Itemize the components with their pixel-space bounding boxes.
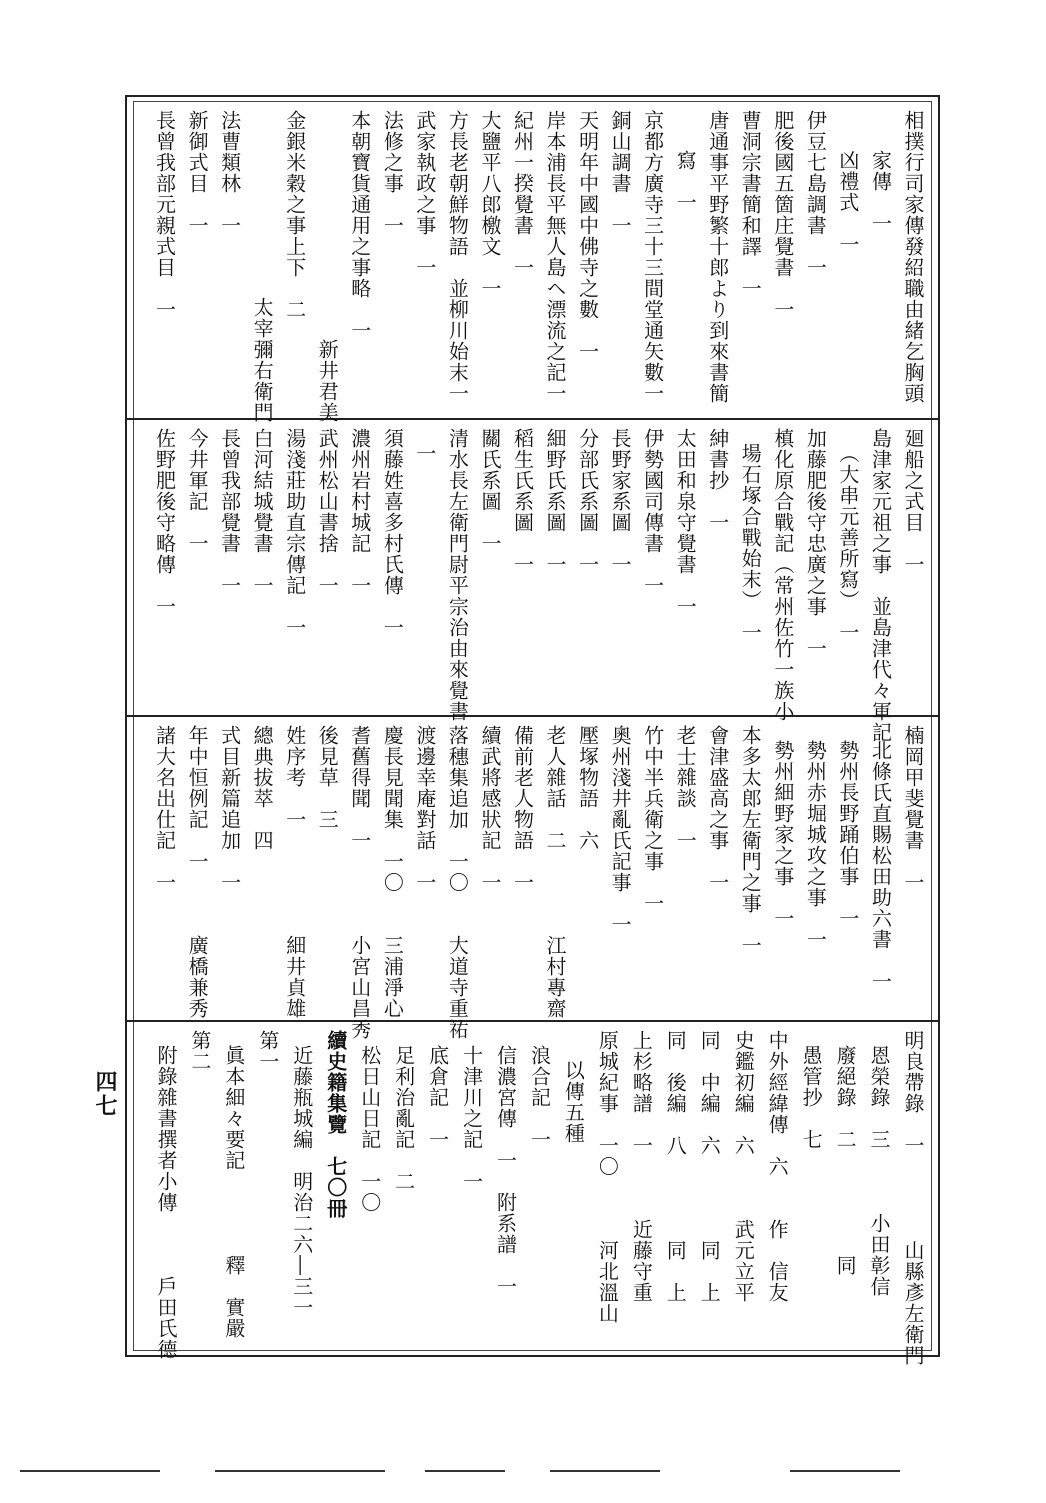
index-entry: 明良帶錄 一 山縣彥左衛門	[901, 1030, 925, 1366]
footer-rule	[20, 1470, 160, 1472]
index-entry: 勢州長野踊伯事 一	[835, 740, 860, 929]
footer-rule	[790, 1470, 900, 1472]
index-entry: 寫 一	[673, 150, 698, 213]
index-entry: 方長老朝鮮物語 並柳川始末一	[445, 110, 470, 404]
index-entry: 楠岡甲斐覺書 一	[901, 725, 925, 893]
index-section-1	[137, 110, 928, 423]
index-section-2	[137, 428, 928, 743]
index-entry: 總典拔萃 四	[250, 725, 275, 851]
index-entry: 廻船之式目 一	[901, 428, 925, 575]
index-entry: 信濃宮傳 一 附系譜 一	[493, 1045, 518, 1297]
index-entry: 底倉記 一	[425, 1045, 450, 1150]
index-entry: 本朝寶貨通用之事略 一	[347, 110, 372, 341]
index-entry: 須藤姓喜多村氏傳 一	[380, 428, 405, 638]
index-entry: （大串元善所寫） 一	[835, 443, 860, 643]
index-entry: 紳書抄 一	[705, 428, 730, 533]
index-entry: 太田和泉守覺書 一	[673, 428, 698, 617]
index-entry: 北條氏直賜松田助六書 一	[868, 740, 893, 992]
section-divider	[125, 1020, 940, 1022]
page-number: 四七	[92, 1070, 118, 1118]
index-entry: 第二	[187, 1030, 212, 1072]
footer-rule	[215, 1470, 385, 1472]
index-entry: 肥後國五箇庄覺書 一	[770, 110, 795, 320]
index-entry: 槙化原合戰記（常州佐竹一族小	[770, 428, 795, 722]
index-entry: 同 中編 六 同 上	[697, 1030, 722, 1303]
index-entry: 後見草 三	[315, 725, 340, 830]
index-entry: 武家執政之事 一	[412, 110, 437, 278]
index-entry: 奧州淺井亂氏記事 一	[608, 725, 633, 935]
index-entry: 續武將感狀記 一	[477, 725, 502, 893]
index-section-3	[137, 725, 928, 1040]
index-entry: 續史籍集覽 七〇冊	[323, 1030, 348, 1219]
index-entry: 京都方廣寺三十三間堂通矢數一	[640, 110, 665, 404]
index-entry: 足利治亂記 二	[391, 1045, 416, 1192]
footer-rule	[550, 1470, 660, 1472]
index-entry: 島津家元祖之事 並島津代々軍記	[868, 428, 893, 743]
index-entry: 慶長見聞集 一〇 三浦淨心	[380, 725, 405, 1019]
index-entry: 伊勢國司傳書 一	[640, 428, 665, 596]
index-entry: 凶禮式 一	[835, 150, 860, 255]
index-entry: 一	[412, 443, 437, 464]
index-entry: 場石塚合戰始末） 一	[738, 443, 763, 643]
index-entry: 長曾我部覺書 一	[217, 428, 242, 596]
index-entry: 家傳 一	[868, 150, 893, 234]
index-entry: 竹中半兵衛之事 一	[640, 725, 665, 914]
index-entry: 加藤肥後守忠廣之事 一	[803, 428, 828, 659]
section-divider	[125, 715, 940, 717]
index-entry: 史鑑初編 六 武元立平	[731, 1030, 756, 1303]
index-entry: 備前老人物語 一	[510, 725, 535, 893]
index-entry: 耆舊得聞 一 小宮山昌秀	[347, 725, 372, 1040]
index-entry: 曹洞宗書簡和譯 一	[738, 110, 763, 299]
index-entry: 伊豆七島調書 一	[803, 110, 828, 278]
index-entry: 紀州一揆覺書 一	[510, 110, 535, 278]
index-entry: 關氏系圖 一	[477, 428, 502, 554]
index-entry: 年中恒例記 一 廣橋兼秀	[185, 725, 210, 1019]
index-entry: 諸大名出仕記 一	[152, 725, 177, 893]
index-entry: 白河結城覺書 一	[250, 428, 275, 596]
index-entry: 湯淺莊助直宗傳記 一	[282, 428, 307, 638]
index-entry: 式目新篇追加 一	[217, 725, 242, 893]
index-entry: 岸本浦長平無人島ヘ漂流之記一	[543, 110, 568, 404]
index-entry: 長野家系圖 一	[608, 428, 633, 575]
index-entry: 恩榮錄 三 小田彰信	[867, 1045, 892, 1297]
index-entry: 以傳五種	[561, 1060, 586, 1144]
index-entry: 中外經緯傳 六 作 信友	[765, 1030, 790, 1303]
index-entry: 老士雜談 一	[673, 725, 698, 851]
index-entry: 唐通事平野繁十郎より到來書簡	[705, 110, 730, 404]
index-entry: 法修之事 一	[380, 110, 405, 236]
index-entry: 法曹類林 一	[217, 110, 242, 236]
index-entry: 近藤瓶城編 明治二六―三一	[289, 1045, 314, 1318]
index-entry: 勢州赤堀城攻之事 一	[803, 740, 828, 950]
index-entry: 稻生氏系圖 一	[510, 428, 535, 575]
index-entry: 濃州岩村城記 一	[347, 428, 372, 596]
index-entry: 長曾我部元親式目 一	[152, 110, 177, 320]
index-entry: 松日山日記 一〇	[357, 1045, 382, 1213]
index-entry: 十津川之記 一	[459, 1045, 484, 1192]
index-entry: 佐野肥後守略傳 一	[152, 428, 177, 617]
index-entry: 新御式目 一	[185, 110, 210, 236]
index-entry: 今井軍記 一	[185, 428, 210, 554]
index-entry: 第一	[255, 1030, 280, 1072]
index-section-4	[137, 1030, 928, 1366]
index-entry: 武州松山書捨 一	[315, 428, 340, 596]
index-entry: 渡邊幸庵對話 一	[412, 725, 437, 893]
index-entry: 壓塚物語 六	[575, 725, 600, 851]
index-entry: 眞本細々要記 釋 實嚴	[221, 1045, 246, 1339]
index-entry: 天明年中國中佛寺之數 一	[575, 110, 600, 362]
index-entry: 附錄雜書撰者小傳 戶田氏德	[153, 1045, 178, 1360]
index-entry: 相撲行司家傳發紹職由緒乞胸頭	[901, 110, 925, 404]
index-entry: 上杉略譜 一 近藤守重	[629, 1030, 654, 1303]
index-entry: 廢絕錄 二 同	[833, 1045, 858, 1276]
index-entry: 勢州細野家之事 一	[770, 740, 795, 929]
index-entry: 愚管抄 七	[799, 1045, 824, 1150]
index-entry: 會津盛高之事 一	[705, 725, 730, 893]
index-entry: 落穗集追加 一〇 大道寺重祐	[445, 725, 470, 1040]
index-entry: 金銀米穀之事上下 二	[282, 110, 307, 320]
index-entry: 浪合記 一	[527, 1045, 552, 1150]
index-entry: 大鹽平八郎檄文 一	[477, 110, 502, 299]
index-entry: 同 後編 八 同 上	[663, 1030, 688, 1303]
footer-rule	[425, 1470, 505, 1472]
index-entry: 老人雜話 二 江村專齋	[543, 725, 568, 1019]
index-entry: 銅山調書 一	[608, 110, 633, 236]
index-entry: 新井君美	[315, 150, 340, 423]
index-entry: 清水長左衛門尉平宗治由來覺書	[445, 428, 470, 722]
index-entry: 原城紀事 一〇 河北溫山	[595, 1030, 620, 1324]
index-entry: 太宰彌右衛門	[250, 150, 275, 423]
index-entry: 本多太郎左衛門之事 一	[738, 725, 763, 956]
index-entry: 分部氏系圖 一	[575, 428, 600, 575]
index-entry: 細野氏系圖 一	[543, 428, 568, 575]
index-entry: 姓序考 一 細井貞雄	[282, 725, 307, 1019]
